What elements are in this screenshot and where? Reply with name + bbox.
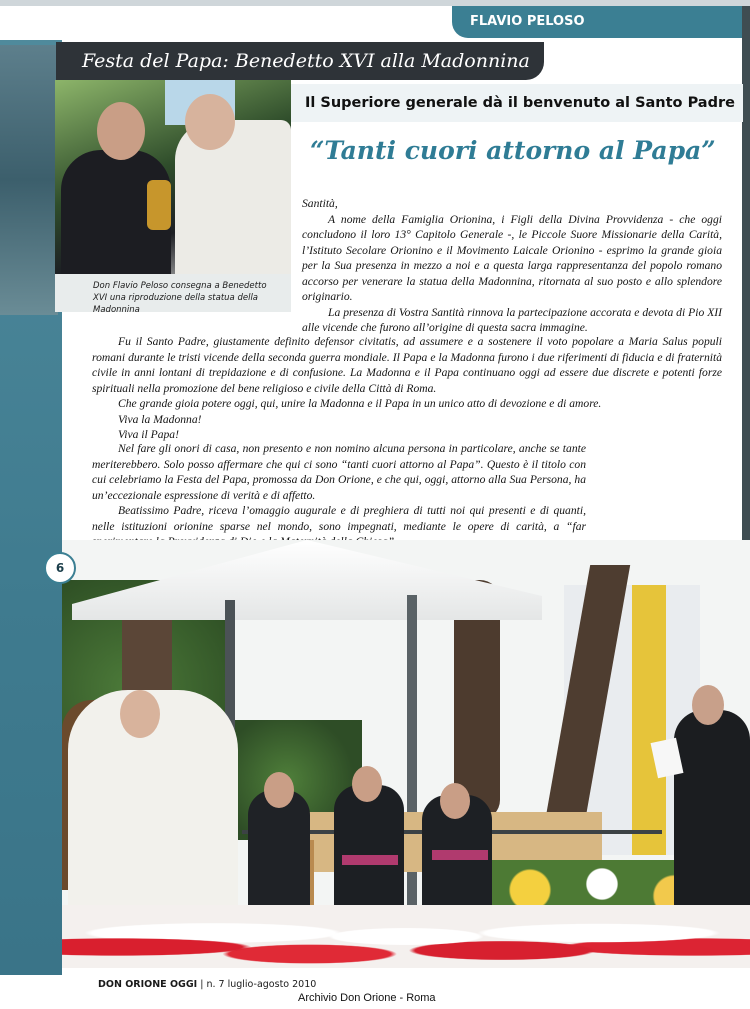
author-label: FLAVIO PELOSO	[452, 6, 742, 38]
salutation: Santità,	[302, 197, 338, 210]
scene-priest	[248, 790, 310, 920]
scene-head	[264, 772, 294, 808]
scene-pope-head	[120, 690, 160, 738]
page-number: 6	[44, 552, 76, 584]
paragraph: Beatissimo Padre, riceva l’omaggio augurale e di preghiera di tutti noi qui presenti e di quanti, nelle istituzioni orionine sparse nel mondo, sono impegnati, mediante le opere di carità, a “far	[92, 504, 586, 533]
issue-info: | n. 7 luglio-agosto 2010	[200, 979, 317, 990]
scene-head	[352, 766, 382, 802]
paragraph: Nel fare gli onori di casa, non presento e non nomino alcuna persona in particolare, anche se tante meriterebbero. Solo posso affermare che qui ci sono “tanti cuori attorno al Papa”. Questo è il titolo con cui celebriamo la Festa del Papa, promossa da Don Orione, e che qui, oggi, attorno alla Sua Persona, ha un’eccezionale espressione di verità e di affetto.	[92, 442, 586, 502]
photo-festa-scene	[62, 540, 750, 975]
scene-sash	[342, 855, 398, 865]
article-text-block-2	[92, 334, 722, 443]
section-title: Festa del Papa: Benedetto XVI alla Madonnina	[56, 42, 544, 80]
scene-speaker-head	[692, 685, 724, 725]
archive-watermark: Archivio Don Orione - Roma	[298, 992, 436, 1004]
article-text-block-3	[92, 441, 586, 550]
magazine-name: DON ORIONE OGGI	[98, 979, 198, 990]
footer-magazine	[98, 979, 316, 990]
article-subheading: Il Superiore generale dà il benvenuto al Santo Padre	[291, 84, 743, 122]
photo-caption: Don Flavio Peloso consegna a Benedetto XVI una riproduzione della statua della Madonnina	[55, 274, 291, 312]
scene-canopy-pole	[407, 595, 417, 935]
paragraph: A nome della Famiglia Orionina, i Figli della Divina Provvidenza - che oggi concludono il loro 13° Capitolo Generale -, le Piccole Suore Missionarie della Carità, l’Istituto Secolare Orionino e il Movimento Laicale Orionino - esprimo la grande gioia per la Sua presenza in mezzo a noi e a questa larga rappresentanza del popolo romano accorso per venerare la statua della Madonnina, ritornata al suo posto e allo splendore originario.	[302, 212, 722, 303]
paragraph: La presenza di Vostra Santità rinnova la partecipazione accorata e devota di Pio XII alle vicende che furono all’origine di questa sacra immagine.	[302, 305, 722, 334]
photo-pope-gift	[55, 80, 291, 274]
article-title: “Tanti cuori attorno al Papa”	[310, 136, 716, 165]
photo-statue-replica	[147, 180, 171, 230]
photo-pope-head	[185, 94, 235, 150]
paragraph: Viva la Madonna!	[118, 412, 202, 426]
article-text-block-1	[302, 196, 722, 336]
scene-sash	[432, 850, 488, 860]
scene-poinsettias	[62, 905, 750, 975]
left-photo-strip	[0, 45, 58, 315]
paragraph: Fu il Santo Padre, giustamente definito defensor civitatis, ad assumere e a sostenere il voto popolare a Maria Salus populi romani durante le tristi vicende della seconda guerra mondiale. Il Papa e la Madonna furono i due riferimenti di fiducia e di fraternità civile in anni lontani di trepidazione e di confusione. La Madonna e il Papa continuano oggi ad essere due discrete e potenti forze spirituali nella promozione del bene religioso e civile della Città di Roma.	[92, 335, 722, 395]
photo-pope-figure	[175, 120, 291, 274]
photo-priest-head	[97, 102, 145, 160]
scene-head	[440, 783, 470, 819]
scene-tower-stripe	[632, 585, 666, 855]
paragraph: Che grande gioia potere oggi, qui, unire la Madonna e il Papa in un unico atto di devozione e di amore.	[118, 397, 602, 410]
paragraph: Viva il Papa!	[118, 428, 179, 441]
